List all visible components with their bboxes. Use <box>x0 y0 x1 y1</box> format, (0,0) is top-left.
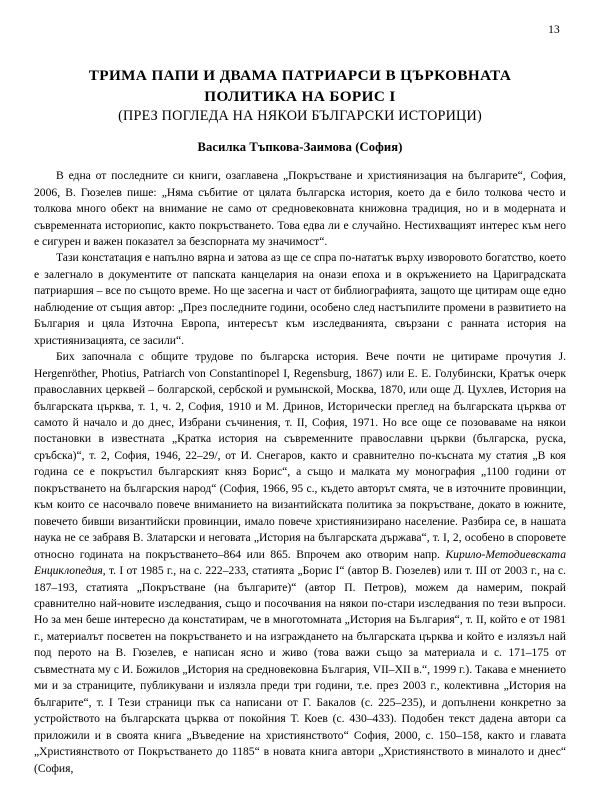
title-subtitle: (ПРЕЗ ПОГЛЕДА НА НЯКОИ БЪЛГАРСКИ ИСТОРИЦИ) <box>118 108 482 125</box>
paragraph: Тази констатация е напълно вярна и затова аз ще се спра по-нататък върху изворовото богатство, което е залегнало в документите от папската канцелария на онази епоха и в окръжението на Цариградската патриаршия – все по същото време. Но ще засегна и част от библиографията, защото ще цитирам още едно наблюдение от същия автор: „През последните години, особено след настъпилите промени в развитието на България и цяла Източна Европа, интересът към изследванията, свързани с ранната история на християнизацията, се засили“. <box>34 251 566 347</box>
paragraph: Бих започнала с общите трудове по българска история. Вече почти не цитираме прочутия J. Hergenröther, Photius, Patriarch von Constantinopel I, Regensburg, 1867) или Е. Е. Голубински, Кратък очерк православних церквей – болгарской, сербской и румынской, Москва, 1870, или още Д. Цухлев, История на българската църква, т. 1, ч. 2, София, 1910 и М. Дринов, Исторически преглед на българската църква от самото й начало и до днес, Избрани съчинения, т. II, София, 1971. Но все още се позоваваме на някои постановки в известната „Кратка история на съвременните православни църкви (българска, руска, сръбска)“, т. 2, София, 1946, 22–29/, от И. Снегаров, както и сравнително по-късната му статия „В коя година се е покръстил българският княз Борис“, а също и малката му монография „1100 години от покръстването на българския народ“ (София, 1966, 95 с., където авторът смята, че в източните провинции, към които се насочвало повече вниманието на византийската политика за покръстване, докато в южните, повечето бивши византийски провинции, имало повече християнизирано население. Разбира се, в нашата наука не се забравя В. Златарски и неговата „История на българската държава“, т. I, 2, особено в споровете относно годината на покръстването–864 или 865. Впрочем ако отворим напр. Кирило-Методиевската Енциклопедия, т. I от 1985 г., на с. 222–233, статията „Борис I“ (автор В. Гюзелев) или т. III от 2003 г., на с. 187–193, статията „Покръстване (на българите)“ (автор П. Петров), можем да намерим, покрай сравнително най-новите изследвания, също и посочвания на някои по-стари изследвания по тези въпроси. Но за мен беше интересно да констатирам, че в многотомната „История на България“, т. II, който е от 1981 г., материалът посветен на покръстването и на изграждането на българската църква и който е излязъл най под перото на В. Гюзелев, е написан ясно и живо (това важи също за материала и с. 171–175 от съвместната му с И. Божилов „История на средновековна България, VII–XII в.“, 1999 г.). Такава е мнението ми и за страниците, публикувани и излязла преди три години, т.е. през 2003 г., колективна „История на българите“, т. I Тези страници пък са написани от Г. Бакалов (с. 225–235), и допълнени конкретно за устройството на българската църква от покойния Т. Коев (с. 430–433). Подобен текст дадена автори са приложили и в своята книга „Въведение на християнството“ София, 2000, с. 150–158, както и главата „Християнството от Покръстването до 1185“ в новата книга автори „Християнството в миналото и днес“ (София, <box>34 350 566 775</box>
paragraph: В една от последните си книги, озаглавена „Покръстване и християнизация на българите“, София, 2006, В. Гюзелев пише: „Няма събитие от цялата българска история, което да е било толкова често и толкова много обект на внимание не само от средновековната книжовна традиция, но и в модерната и съвременната историопис, както покръстването. Това едва ли е случайно. Нестихващият интерес към него е сигурен и важен показател за безспорната му значимост“. <box>34 169 566 249</box>
article-title <box>34 66 566 126</box>
title-line-2: ПОЛИТИКА НА БОРИС I <box>204 87 396 105</box>
page-number: 13 <box>548 24 560 36</box>
author-byline: Василка Тъпкова-Заимова (София) <box>197 140 403 155</box>
title-line-1: ТРИМА ПАПИ И ДВАМА ПАТРИАРСИ В ЦЪРКОВНАТА <box>88 67 512 84</box>
article-body <box>34 168 566 777</box>
